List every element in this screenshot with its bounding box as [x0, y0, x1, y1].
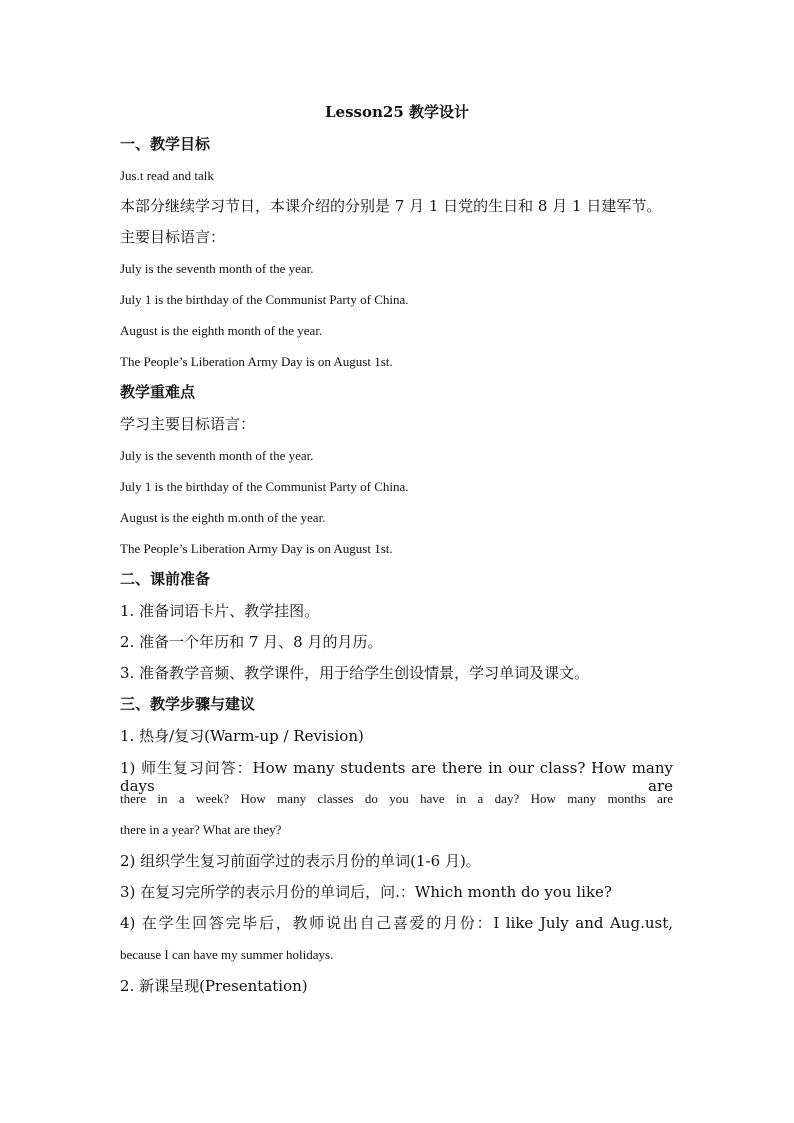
preparation-item: 2. 准备一个年历和 7 月、8 月的月历。 [120, 633, 383, 651]
target-language-label: 主要目标语言： [120, 228, 226, 246]
step-heading: 2. 新课呈现(Presentation) [120, 977, 308, 995]
step-item: 1) 师生复习问答：How many students are there in our class? How many days are [120, 759, 673, 795]
target-sentence: The People’s Liberation Army Day is on August 1st. [120, 354, 393, 369]
preparation-item: 3. 准备教学音频、教学课件，用于给学生创设情景，学习单词及课文。 [120, 664, 590, 682]
key-sentence: August is the eighth m.onth of the year. [120, 510, 326, 525]
section-heading-preparation: 二、课前准备 [120, 570, 211, 588]
key-points-intro: 学习主要目标语言： [120, 415, 256, 433]
step-item: 3) 在复习完所学的表示月份的单词后，问.：Which month do you like? [120, 883, 612, 901]
step-item: 4) 在学生回答完毕后，教师说出自己喜爱的月份：I like July and Aug.ust, [120, 914, 673, 932]
key-sentence: The People’s Liberation Army Day is on August 1st. [120, 541, 393, 556]
step-item-continued: there in a year? What are they? [120, 822, 282, 837]
section-heading-teaching-goals: 一、教学目标 [120, 135, 211, 153]
target-sentence: August is the eighth month of the year. [120, 323, 323, 338]
section-heading-teaching-steps: 三、教学步骤与建议 [120, 695, 256, 713]
key-sentence: July 1 is the birthday of the Communist Party of China. [120, 479, 409, 494]
step-item-continued: there in a week? How many classes do you have in a day? How many months are [120, 791, 673, 806]
section-heading-key-points: 教学重难点 [120, 383, 196, 401]
activity-name: Jus.t read and talk [120, 168, 214, 183]
lesson-intro: 本部分继续学习节日，本课介绍的分别是 7 月 1 日党的生日和 8 月 1 日建军节。 [120, 197, 662, 215]
step-item-continued: because I can have my summer holidays. [120, 947, 334, 962]
target-sentence: July 1 is the birthday of the Communist Party of China. [120, 292, 409, 307]
step-item: 2) 组织学生复习前面学过的表示月份的单词(1-6 月)。 [120, 852, 481, 870]
target-sentence: July is the seventh month of the year. [120, 261, 314, 276]
step-heading: 1. 热身/复习(Warm-up / Revision) [120, 727, 364, 745]
document-title: Lesson25 教学设计 [325, 103, 469, 121]
key-sentence: July is the seventh month of the year. [120, 448, 314, 463]
preparation-item: 1. 准备词语卡片、教学挂图。 [120, 602, 320, 620]
